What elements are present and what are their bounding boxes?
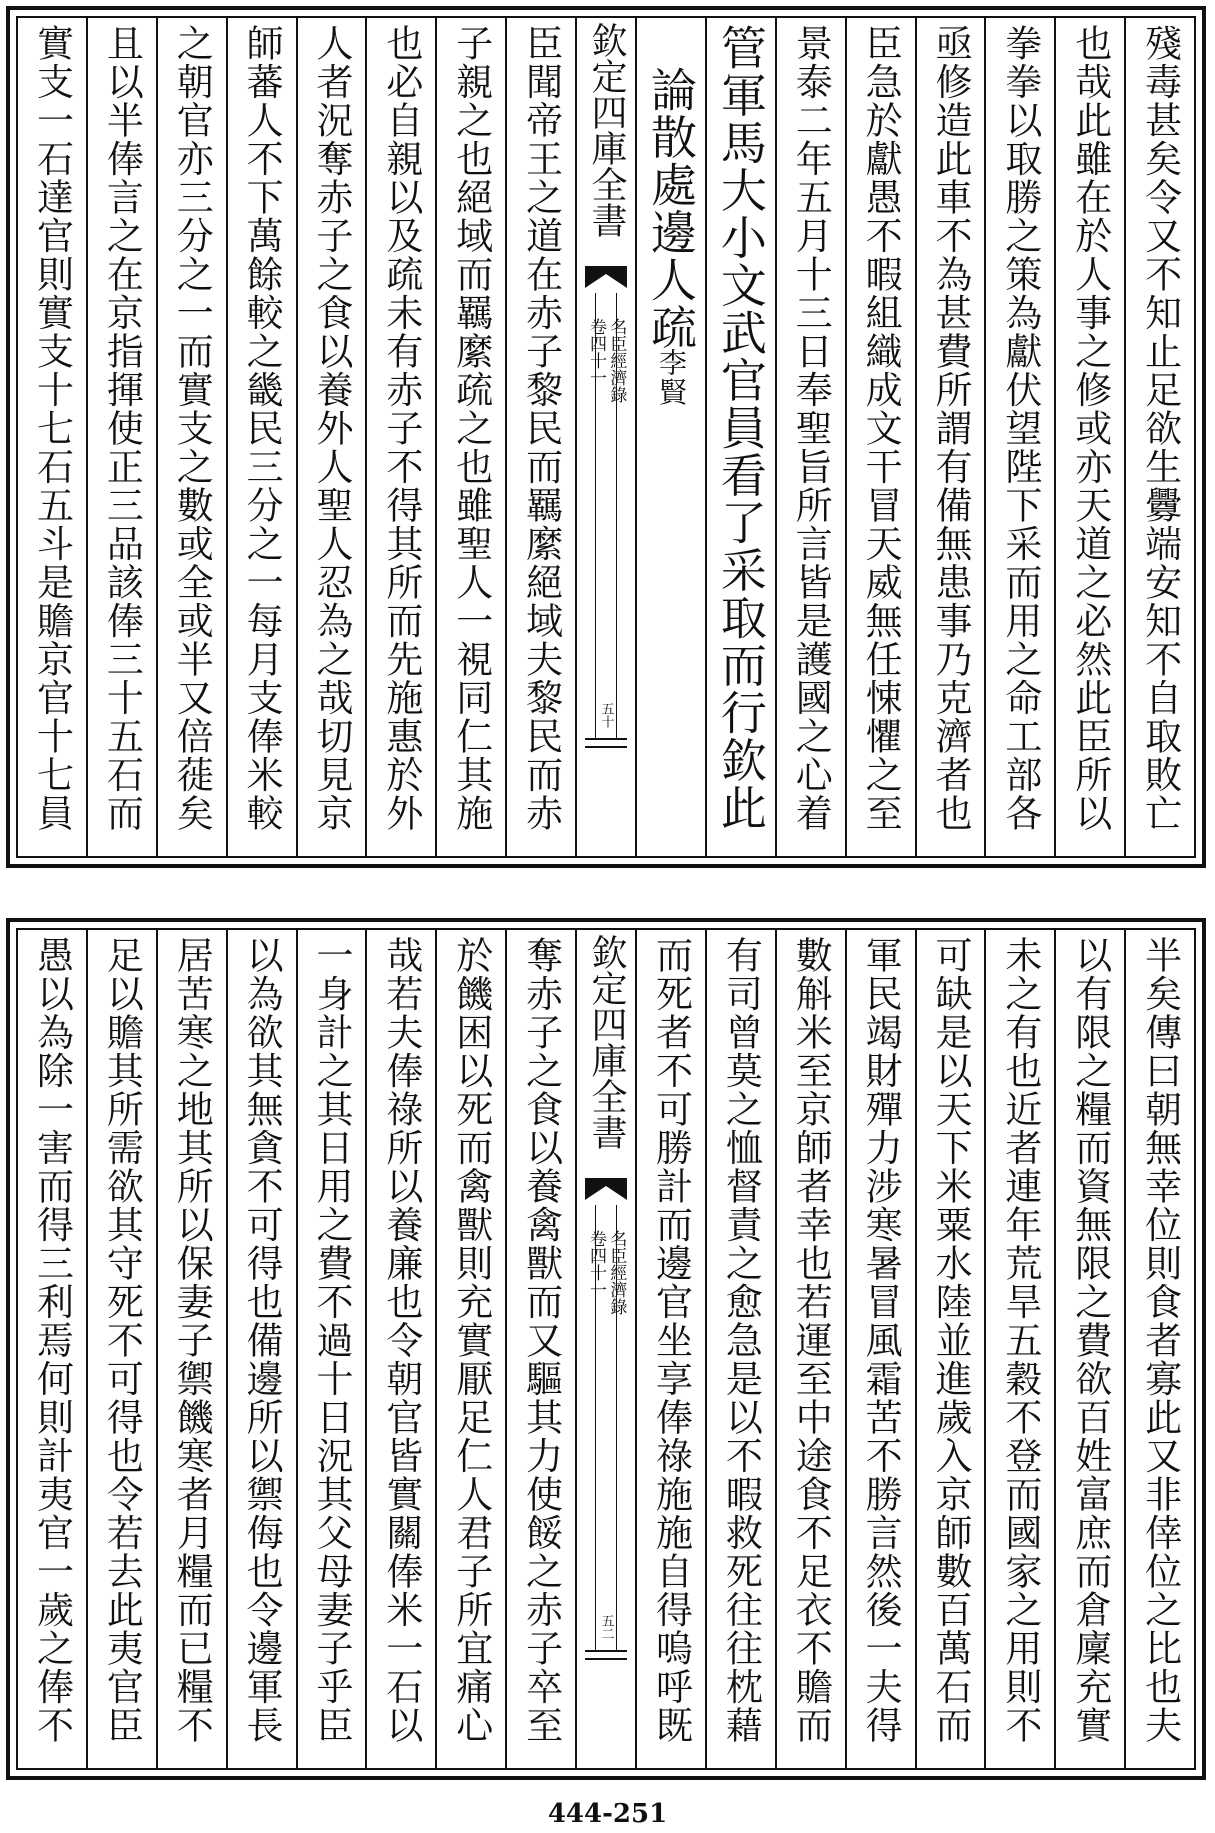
text-column [915, 18, 985, 856]
bottom-leaf-frame [16, 928, 1196, 1770]
essay-author: 李賢 [654, 348, 688, 407]
column-text: 以有限之糧而資無限之費欲百姓富庶而倉廩充實 [1068, 936, 1112, 1745]
library-title [586, 1230, 627, 1315]
text-column [845, 930, 915, 1768]
fish-tail-mark [585, 1178, 627, 1200]
fish-tail-mark [585, 266, 627, 288]
column-text: 足以贍其所需欲其守死不可得也令若去此夷官臣 [100, 936, 144, 1745]
column-text: 一身計之其日用之費不過十日況其父母妻子乎臣 [309, 936, 353, 1745]
column-text: 管軍馬大小文武官員看了采取而行欽此 [713, 24, 768, 832]
column-text: 子親之也絕域而羈縻疏之也雖聖人一視同仁其施 [449, 24, 493, 833]
bottom-leaf [6, 918, 1206, 1780]
fish-tail-bottom-mark [585, 1650, 627, 1660]
text-column [705, 18, 775, 856]
collection-title: 名臣經濟錄 [606, 1230, 627, 1315]
column-text: 殘毒甚矣令又不知止足欲生釁端安知不自取敗亡 [1138, 24, 1182, 833]
essay-title-column [635, 18, 705, 856]
text-column [18, 930, 86, 1768]
column-text: 數斛米至京師者幸也若運至中途食不足衣不贍而 [789, 936, 833, 1745]
text-column [1054, 930, 1124, 1768]
leaf-page-number: 五十 [598, 702, 614, 728]
text-column [915, 930, 985, 1768]
column-text: 師蕃人不下萬餘較之畿民三分之一每月支俸米較 [240, 24, 284, 833]
column-text: 之朝官亦三分之一而實支之數或全或半又倍蓰矣 [170, 24, 214, 833]
text-column [505, 18, 575, 856]
center-gutter [575, 930, 635, 1768]
column-text: 於饑困以死而禽獸則充實厭足仁人君子所宜痛心 [449, 936, 493, 1745]
text-column [845, 18, 915, 856]
column-text: 未之有也近者連年荒旱五穀不登而國家之用則不 [998, 936, 1042, 1745]
essay-title: 論散處邊人疏 [643, 66, 698, 351]
column-text: 也必自親以及疏未有赤子不得其所而先施惠於外 [379, 24, 423, 833]
column-text: 拳拳以取勝之策為獻伏望陛下采而用之命工部各 [998, 24, 1042, 833]
column-text: 人者況奪赤子之食以養外人聖人忍為之哉切見京 [309, 24, 353, 833]
text-column [984, 18, 1054, 856]
bottom-leaf-columns [18, 930, 1194, 1768]
text-column [775, 18, 845, 856]
column-text: 可缺是以天下米粟水陸並進歲入京師數百萬石而 [928, 936, 972, 1745]
top-leaf-columns [18, 18, 1194, 856]
text-column [775, 930, 845, 1768]
column-text: 景泰二年五月十三日奉聖旨所言皆是護國之心着 [789, 24, 833, 833]
column-text: 軍民竭財殫力涉寒暑冒風霜苦不勝言然後一夫得 [859, 936, 903, 1745]
text-column [505, 930, 575, 1768]
column-text: 也哉此雖在於人事之修或亦天道之必然此臣所以 [1068, 24, 1112, 833]
top-leaf [6, 6, 1206, 868]
column-text: 以為欲其無貪不可得也備邊所以禦侮也令邊軍長 [240, 936, 284, 1745]
library-title [586, 318, 627, 403]
column-text: 奪赤子之食以養禽獸而又驅其力使餒之赤子卒至 [519, 936, 563, 1745]
text-column [156, 930, 226, 1768]
collection-title: 名臣經濟錄 [606, 318, 627, 403]
text-column [226, 18, 296, 856]
text-column [435, 930, 505, 1768]
text-column [296, 18, 366, 856]
column-text: 且以半俸言之在京指揮使正三品該俸三十五石而 [100, 24, 144, 833]
center-gutter [575, 18, 635, 856]
text-column [984, 930, 1054, 1768]
column-text: 臣聞帝王之道在赤子黎民而羈縻絕域夫黎民而赤 [519, 24, 563, 833]
text-column [86, 18, 156, 856]
book-title: 欽定四庫全書 [586, 22, 627, 238]
text-column [365, 18, 435, 856]
text-column [226, 930, 296, 1768]
text-column [86, 930, 156, 1768]
column-text: 有司曾莫之恤督責之愈急是以不暇救死往往枕藉 [719, 936, 763, 1745]
text-column [1054, 18, 1124, 856]
text-column [1124, 18, 1194, 856]
text-column [365, 930, 435, 1768]
column-text: 而死者不可勝計而邊官坐享俸祿施施自得嗚呼既 [649, 936, 693, 1745]
text-column [156, 18, 226, 856]
book-title: 欽定四庫全書 [586, 934, 627, 1150]
text-column [18, 18, 86, 856]
column-text: 臣急於獻愚不暇組織成文干冒天威無任悚懼之至 [859, 24, 903, 833]
text-column [435, 18, 505, 856]
column-text: 居苦寒之地其所以保妻子禦饑寒者月糧而已糧不 [170, 936, 214, 1745]
page-footer-number: 444-251 [547, 1799, 668, 1829]
text-column [1124, 930, 1194, 1768]
column-text: 愚以為除一害而得三利焉何則計夷官一歲之俸不 [30, 936, 74, 1745]
text-column [296, 930, 366, 1768]
column-text: 哉若夫俸祿所以養廉也令朝官皆實關俸米一石以 [379, 936, 423, 1745]
column-text: 實支一石達官則實支十七石五斗是贍京官十七員 [30, 24, 74, 833]
volume-label: 卷四十一 [586, 1230, 606, 1298]
text-column [705, 930, 775, 1768]
volume-label: 卷四十一 [586, 318, 606, 386]
leaf-page-number: 五二 [598, 1614, 614, 1640]
fish-tail-bottom-mark [585, 738, 627, 748]
top-leaf-frame [16, 16, 1196, 858]
text-column [635, 930, 705, 1768]
column-text: 亟修造此車不為甚費所謂有備無患事乃克濟者也 [928, 24, 972, 833]
column-text: 半矣傳曰朝無幸位則食者寡此又非倖位之比也夫 [1138, 936, 1182, 1745]
